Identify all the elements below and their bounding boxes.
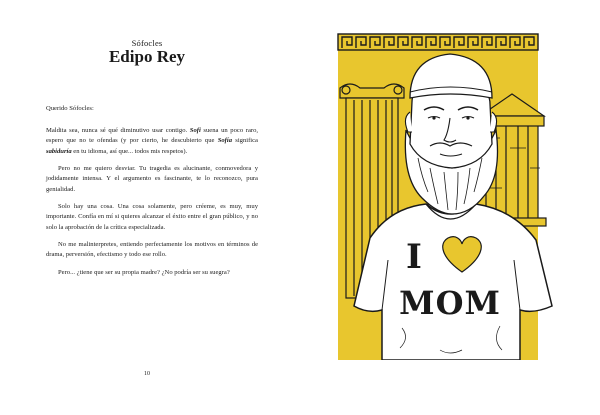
paragraph-3: Solo hay una cosa. Una cosa solamente, pero créeme, es muy, muy importante. Confía en mí si quieres alcanzar el éxito entre el gran público, y no solo la aprobación de la crítica especializada. xyxy=(46,203,258,231)
salutation: Querido Sófocles: xyxy=(46,105,94,112)
nickname-sofi: Sofi xyxy=(189,127,201,135)
word-sofia: Sofía xyxy=(217,137,232,145)
page-number: 10 xyxy=(144,371,150,377)
sophocles-illustration xyxy=(330,28,570,360)
paragraph-1: Maldita sea, nunca sé qué diminutivo usar contigo. Sofi suena un poco raro, espero que no te ofendas (y por cierto, he descubierto que Sofía significa sabiduría en tu idioma, así que... todos mis respetos). xyxy=(46,127,259,155)
paragraph-5: Pero... ¿tiene que ser su propia madre? ¿No podría ser su suegra? xyxy=(58,269,230,276)
paragraph-2: Pero no me quiero desviar. Tu tragedia es alucinante, conmovedora y jodidamente intensa. Y el argumento es fascinante, te lo reconozco, pura genialidad. xyxy=(46,165,258,193)
word-sabiduria: sabiduría xyxy=(46,147,72,155)
shirt-text-i: I xyxy=(406,237,422,277)
paragraph-4: No me malinterpretes, entiendo perfectamente los motivos en términos de drama, perversión, efectismo y todo ese rollo. xyxy=(46,241,258,259)
chapter-title: Edipo Rey xyxy=(108,47,186,66)
author-name: Sófocles xyxy=(131,38,163,48)
right-page xyxy=(300,0,600,415)
shirt-text-mom: MOM xyxy=(399,284,501,322)
letter-body xyxy=(46,104,258,286)
